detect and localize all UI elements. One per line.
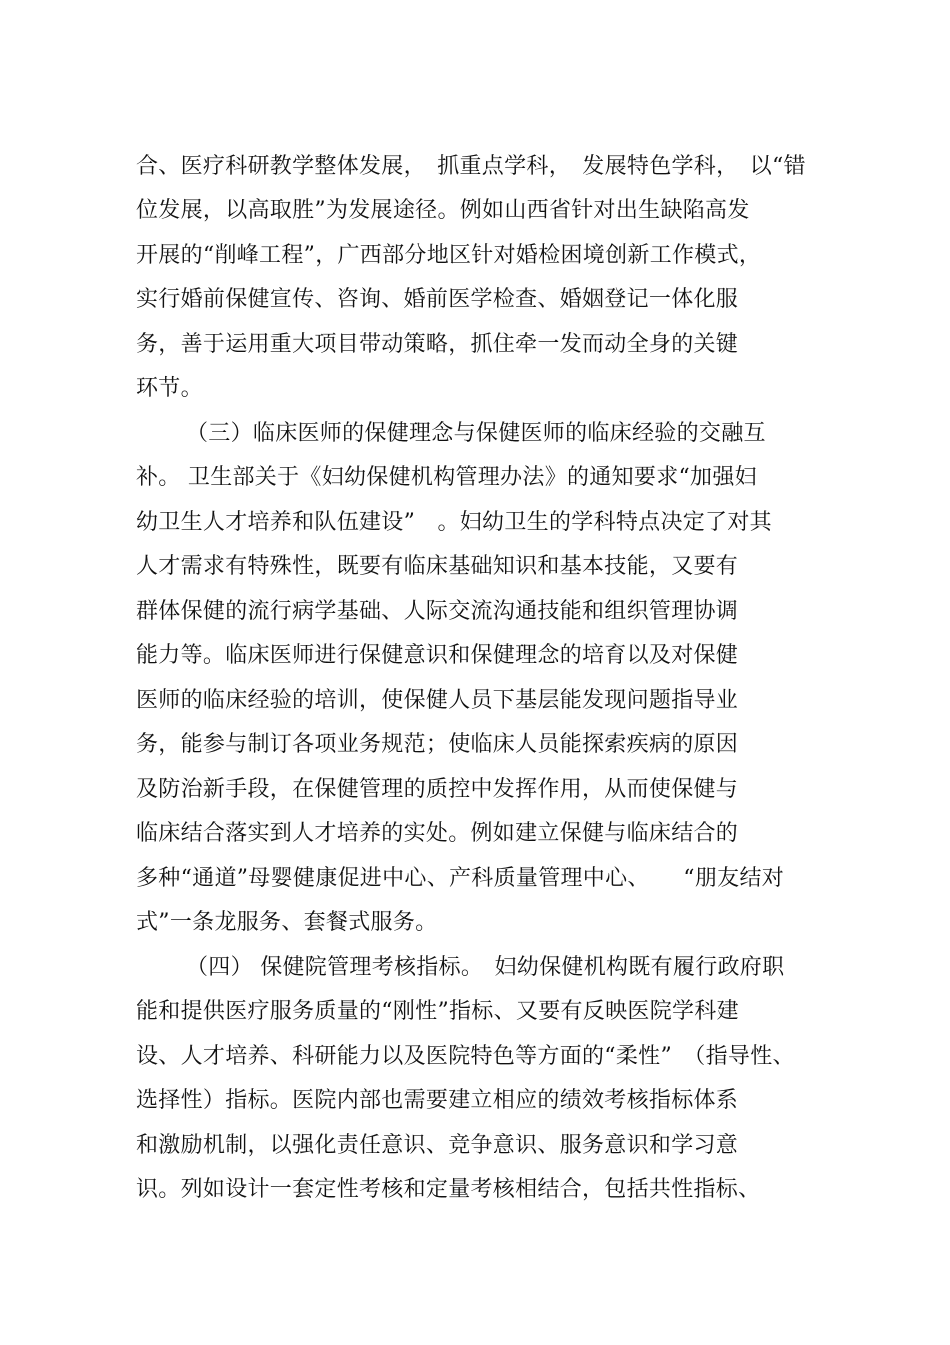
text-line: 合、医疗科研教学整体发展， 抓重点学科， 发展特色学科， 以“错 bbox=[136, 154, 806, 179]
text-line: 务，善于运用重大项目带动策略，抓住牵一发而动全身的关键 bbox=[136, 332, 739, 357]
text-line: 环节。 bbox=[136, 376, 203, 401]
text-line: 多种“通道”母婴健康促进中心、产科质量管理中心、 “朋友结对 bbox=[136, 866, 785, 891]
text-line: 及防治新手段，在保健管理的质控中发挥作用，从而使保健与 bbox=[136, 777, 739, 802]
text-line: 识。列如设计一套定性考核和定量考核相结合，包括共性指标、 bbox=[136, 1177, 761, 1202]
text-line: 位发展，以高取胜”为发展途径。例如山西省针对出生缺陷高发 bbox=[136, 198, 750, 223]
text-line: 开展的“削峰工程”，广西部分地区针对婚检困境创新工作模式， bbox=[136, 243, 762, 268]
text-line: 和激励机制，以强化责任意识、竞争意识、服务意识和学习意 bbox=[136, 1133, 739, 1158]
text-line: 选择性）指标。医院内部也需要建立相应的绩效考核指标体系 bbox=[136, 1088, 739, 1113]
text-line: 实行婚前保健宣传、咨询、婚前医学检查、婚姻登记一体化服 bbox=[136, 287, 739, 312]
section-heading-line: （三）临床医师的保健理念与保健医师的临床经验的交融互 bbox=[186, 421, 766, 446]
section-heading-line: （四） 保健院管理考核指标。 妇幼保健机构既有履行政府职 bbox=[186, 955, 785, 980]
text-line: 设、人才培养、科研能力以及医院特色等方面的“柔性” （指导性、 bbox=[136, 1044, 795, 1069]
text-line: 务，能参与制订各项业务规范；使临床人员能探索疾病的原因 bbox=[136, 732, 739, 757]
text-line: 医师的临床经验的培训，使保健人员下基层能发现问题指导业 bbox=[136, 688, 739, 713]
text-line: 幼卫生人才培养和队伍建设” 。妇幼卫生的学科特点决定了对其 bbox=[136, 510, 772, 535]
text-line: 临床结合落实到人才培养的实处。例如建立保健与临床结合的 bbox=[136, 821, 739, 846]
text-line: 人才需求有特殊性，既要有临床基础知识和基本技能，又要有 bbox=[136, 554, 739, 579]
text-line: 补。 卫生部关于《妇幼保健机构管理办法》的通知要求“加强妇 bbox=[136, 465, 757, 490]
text-line: 能和提供医疗服务质量的“刚性”指标、又要有反映医院学科建 bbox=[136, 999, 739, 1024]
text-line: 群体保健的流行病学基础、人际交流沟通技能和组织管理协调 bbox=[136, 599, 739, 624]
text-line: 能力等。临床医师进行保健意识和保健理念的培育以及对保健 bbox=[136, 643, 739, 668]
text-line: 式”一条龙服务、套餐式服务。 bbox=[136, 910, 438, 935]
